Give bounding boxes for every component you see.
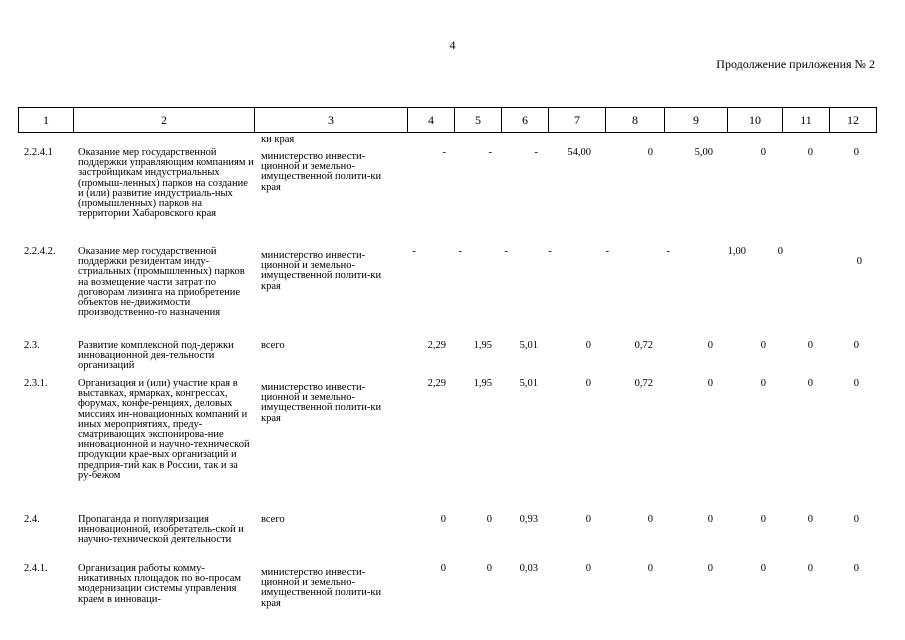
row-value-col-12: 0 [856, 256, 862, 267]
row-value-col-7: 54,00 [567, 147, 591, 158]
row-organization: министерство инвести-ционной и земельно-имущественной полити-ки края [261, 151, 382, 193]
row-name: Пропаганда и популяризация инновационной, изобретатель-ской и научно-технической деятельности [78, 514, 244, 546]
row-value-col-7: 0 [585, 563, 591, 574]
row-value-col-6: - [534, 147, 538, 158]
row-value-col-11: 0 [807, 514, 813, 525]
page-number: 4 [449, 38, 456, 52]
row-number: 2.3.1. [24, 378, 48, 389]
row-value-col-12: 0 [853, 563, 859, 574]
row-value-col-8: 0 [647, 514, 653, 525]
row-value-col-10: 0 [760, 340, 766, 351]
col-header-9: 9 [665, 108, 728, 133]
row-name: Организация и (или) участие края в выставках, ярмарках, конгрессах, форумах, конфе-ренциях, деловых миссиях ин-новационных компаний и иных мероприятиях, преду-сматривающих экспонирова-ние инновационной и научно-технической продукции крае-вых организаций и предприя-тий как в России, так и за ру-бежом [78, 378, 250, 481]
row-value-col-4: 2,29 [427, 378, 446, 389]
row-value-col-9: - [666, 246, 670, 257]
col-header-10: 10 [728, 108, 783, 133]
row-organization: всего [261, 340, 285, 351]
row-value-col-12: 0 [853, 378, 859, 389]
row-value-col-9: 0 [707, 514, 713, 525]
column-header-table [18, 107, 877, 133]
row-name: Развитие комплексной под-держки инновационной дея-тельности организаций [78, 340, 234, 372]
row-name: Организация работы комму-никативных площадок по во-просам модернизации системы управления краем в инноваци- [78, 563, 242, 605]
row-value-col-9: 0 [707, 378, 713, 389]
col-header-2: 2 [74, 108, 255, 133]
row-value-col-9: 0 [707, 340, 713, 351]
row-value-col-10: 1,00 [727, 246, 746, 257]
row-value-col-10: 0 [760, 514, 766, 525]
row-value-col-7: 0 [585, 514, 591, 525]
row-value-col-11: 0 [807, 147, 813, 158]
col-header-1: 1 [19, 108, 74, 133]
row-value-col-10: 0 [760, 147, 766, 158]
row-name: Оказание мер государственной поддержки управляющим компаниям и застройщикам индустриальных (промыш-ленных) парков на создание и (или) развитие индустриаль-ных (промышленных) парков на территории Хабаровского края [78, 147, 254, 220]
row-value-col-12: 0 [853, 514, 859, 525]
col-header-4: 4 [408, 108, 455, 133]
row-value-col-4: 0 [440, 563, 446, 574]
row-value-col-6: 0,03 [519, 563, 538, 574]
row-value-col-8: 0,72 [634, 340, 653, 351]
row-number: 2.3. [24, 340, 40, 351]
row-value-col-11: 0 [777, 246, 783, 257]
row-number: 2.4. [24, 514, 40, 525]
row-organization: министерство инвести-ционной и земельно-имущественной полити-ки края [261, 567, 382, 609]
row-value-col-12: 0 [853, 340, 859, 351]
row-organization: министерство инвести-ционной и земельно-имущественной полити-ки края [261, 250, 382, 292]
row-value-col-5: 1,95 [473, 340, 492, 351]
row-value-col-5: - [488, 147, 492, 158]
row-value-col-4: 0 [440, 514, 446, 525]
row-organization: всего [261, 514, 285, 525]
row-value-col-12: 0 [853, 147, 859, 158]
row-value-col-7: 0 [585, 340, 591, 351]
row-value-col-6: - [504, 246, 508, 257]
row-value-col-6: 5,01 [519, 340, 538, 351]
row-number: 2.4.1. [24, 563, 48, 574]
row-value-col-11: 0 [807, 378, 813, 389]
col-header-3: 3 [255, 108, 408, 133]
col-header-5: 5 [455, 108, 502, 133]
row-value-col-7: 0 [585, 378, 591, 389]
row-value-col-5: - [458, 246, 462, 257]
row-value-col-4: - [412, 246, 416, 257]
row-value-col-9: 0 [707, 563, 713, 574]
carryover-text: ки края [261, 134, 295, 145]
row-name: Оказание мер государственной поддержки резидентам инду-стриальных (промышленных) парков на возмещение части затрат по договорам лизинга на приобретение объектов не-движимости производственно-го назначения [78, 246, 245, 319]
row-value-col-10: 0 [760, 563, 766, 574]
col-header-6: 6 [502, 108, 549, 133]
col-header-7: 7 [549, 108, 606, 133]
row-value-col-8: - [605, 246, 609, 257]
row-value-col-7: - [548, 246, 552, 257]
row-value-col-9: 5,00 [694, 147, 713, 158]
row-value-col-8: 0 [647, 563, 653, 574]
row-value-col-8: 0,72 [634, 378, 653, 389]
row-value-col-5: 1,95 [473, 378, 492, 389]
row-value-col-4: 2,29 [427, 340, 446, 351]
row-value-col-6: 0,93 [519, 514, 538, 525]
row-organization: министерство инвести-ционной и земельно-имущественной полити-ки края [261, 382, 382, 424]
row-value-col-6: 5,01 [519, 378, 538, 389]
row-value-col-11: 0 [807, 340, 813, 351]
row-value-col-5: 0 [486, 563, 492, 574]
row-value-col-8: 0 [647, 147, 653, 158]
row-value-col-4: - [442, 147, 446, 158]
row-value-col-11: 0 [807, 563, 813, 574]
row-number: 2.2.4.2. [24, 246, 56, 257]
row-value-col-5: 0 [486, 514, 492, 525]
row-value-col-10: 0 [760, 378, 766, 389]
col-header-11: 11 [783, 108, 830, 133]
col-header-8: 8 [606, 108, 665, 133]
continuation-label: Продолжение приложения № 2 [716, 57, 875, 71]
row-number: 2.2.4.1 [24, 147, 53, 158]
col-header-12: 12 [830, 108, 877, 133]
